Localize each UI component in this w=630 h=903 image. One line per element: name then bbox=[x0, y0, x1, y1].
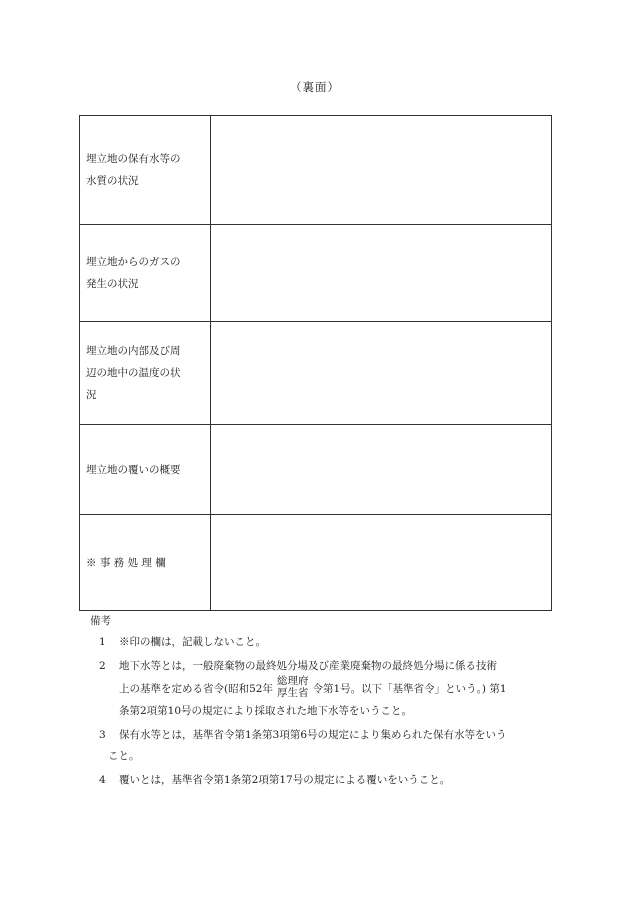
table-row-ground-temperature bbox=[80, 322, 552, 425]
row-label-cover-summary bbox=[80, 425, 211, 515]
label-line: 埋立地の保有水等の bbox=[86, 153, 181, 165]
table-row-leachate-quality bbox=[80, 116, 552, 225]
value-cell-gas-generation[interactable] bbox=[211, 225, 552, 322]
label-line: 埋立地の内部及び周 bbox=[86, 345, 181, 357]
row-label-leachate-quality bbox=[80, 116, 211, 225]
remark-text-line bbox=[119, 677, 560, 701]
label-line: 辺の地中の温度の状 bbox=[86, 367, 181, 379]
remark-text-fragment: 令第1号。以下「基準省令」という。) 第1 bbox=[312, 683, 507, 695]
table-row-office-use bbox=[80, 515, 552, 611]
page-title: （裏面） bbox=[290, 80, 340, 94]
remark-text-line: 地下水等とは，一般廃棄物の最終処分場及び産業廃棄物の最終処分場に係る技術 bbox=[119, 660, 497, 672]
remark-text-line: こと。 bbox=[108, 750, 140, 762]
remark-item-2 bbox=[90, 656, 560, 722]
value-cell-leachate-quality[interactable] bbox=[211, 116, 552, 225]
ministry-stack bbox=[277, 675, 309, 699]
remark-text-line: 条第2項第10号の規定により採取された地下水等をいうこと。 bbox=[119, 705, 413, 717]
value-cell-ground-temperature[interactable] bbox=[211, 322, 552, 425]
remark-item-3 bbox=[90, 725, 560, 767]
remark-text: ※印の欄は，記載しないこと。 bbox=[119, 636, 266, 648]
remark-number: 1 bbox=[99, 636, 106, 648]
remarks-section bbox=[90, 613, 560, 794]
remark-text-line: 保有水等とは，基準省令第1条第3項第6号の規定により集められた保有水等をいう bbox=[119, 729, 507, 741]
remark-text: 覆いとは，基準省令第1条第2項第17号の規定による覆いをいうこと。 bbox=[119, 774, 451, 786]
remark-item-4 bbox=[90, 770, 560, 791]
value-cell-cover-summary[interactable] bbox=[211, 425, 552, 515]
table-row-gas-generation bbox=[80, 225, 552, 322]
remark-number: 3 bbox=[99, 729, 106, 741]
remark-item-1 bbox=[90, 632, 560, 653]
value-cell-office-use bbox=[211, 515, 552, 611]
remark-number: 2 bbox=[99, 660, 106, 672]
table-row-cover-summary bbox=[80, 425, 552, 515]
label-line: 埋立地からのガスの bbox=[86, 256, 181, 268]
remark-number: 4 bbox=[99, 774, 106, 786]
remarks-heading: 備考 bbox=[90, 615, 111, 627]
row-label-ground-temperature bbox=[80, 322, 211, 425]
report-form-table bbox=[79, 115, 552, 611]
row-label-gas-generation bbox=[80, 225, 211, 322]
row-label-office-use bbox=[80, 515, 211, 611]
label-line: 況 bbox=[86, 389, 97, 401]
ministry-stack-bottom: 厚生省 bbox=[276, 687, 309, 699]
label-line: 水質の状況 bbox=[86, 175, 139, 187]
ministry-stack-top: 総理府 bbox=[276, 675, 309, 687]
remark-text-fragment: 上の基準を定める省令(昭和52年 bbox=[119, 683, 273, 695]
label-line: ※ 事 務 処 理 欄 bbox=[86, 556, 166, 569]
label-line: 埋立地の覆いの概要 bbox=[86, 463, 181, 476]
label-line: 発生の状況 bbox=[86, 278, 139, 290]
